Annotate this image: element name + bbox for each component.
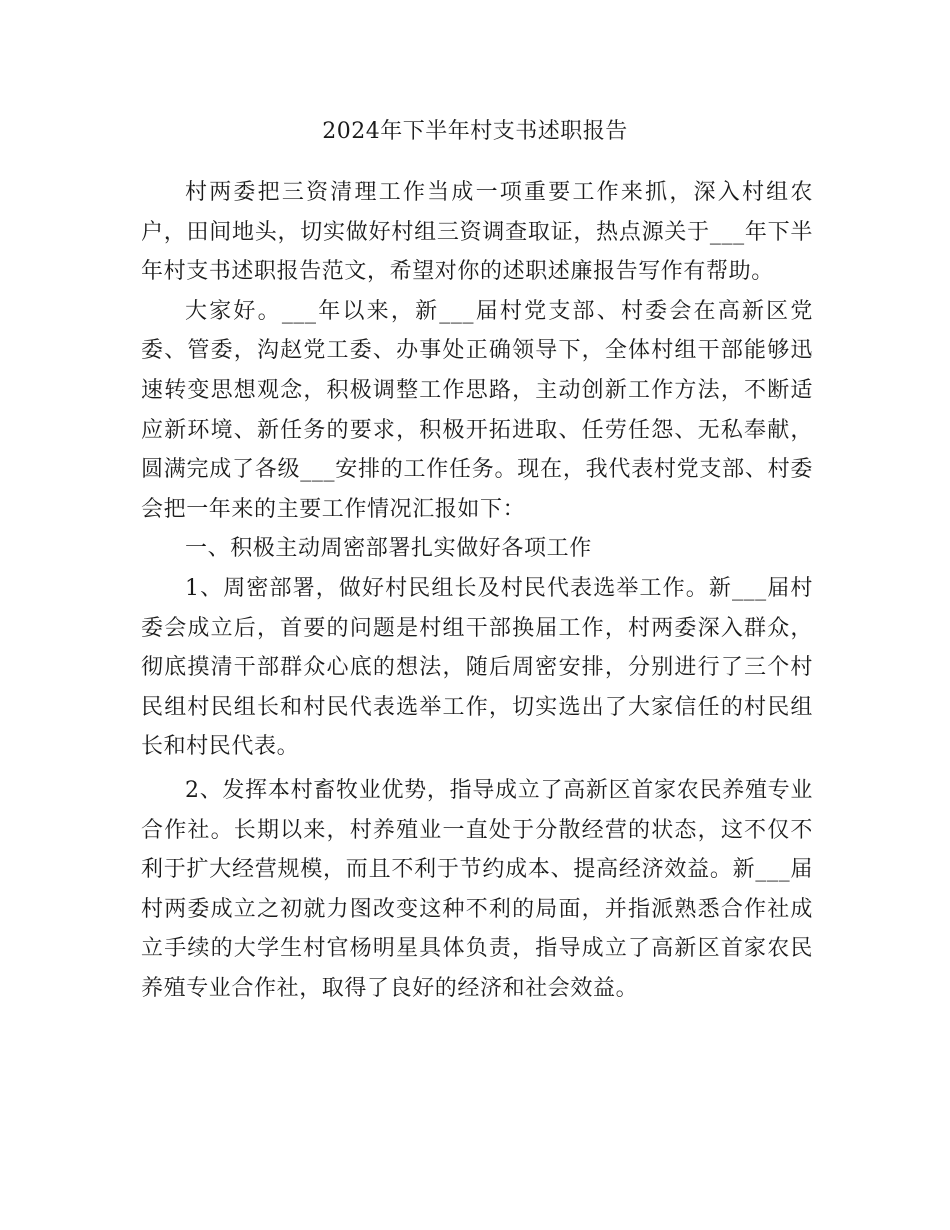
document-title: 2024年下半年村支书述职报告 (322, 119, 628, 144)
section-heading-1: 一、积极主动周密部署扎实做好各项工作 (185, 536, 592, 562)
paragraph-greeting: 大家好。___年以来，新___届村党支部、村委会在高新区党委、管委，沟赵党工委、办事处正确领导下，全体村组干部能够迅速转变思想观念，积极调整工作思路，主动创新工作方法，不断适应新环境、新任务的要求，积极开拓进取、任劳任怨、无私奉献，圆满完成了各级___安排的工作任务。现在，我代表村党支部、村委会把一年来的主要工作情况汇报如下： (141, 298, 813, 522)
paragraph-item-1: 1、周密部署，做好村民组长及村民代表选举工作。新___届村委会成立后，首要的问题是村组干部换届工作，村两委深入群众，彻底摸清干部群众心底的想法，随后周密安排，分别进行了三个村民组村民组长和村民代表选举工作，切实选出了大家信任的村民组长和村民代表。 (141, 575, 813, 760)
document-body (141, 173, 813, 1008)
paragraph-item-2: 2、发挥本村畜牧业优势，指导成立了高新区首家农民养殖专业合作社。长期以来，村养殖业一直处于分散经营的状态，这不仅不利于扩大经营规模，而且不利于节约成本、提高经济效益。新___届村两委成立之初就力图改变这种不利的局面，并指派熟悉合作社成立手续的大学生村官杨明星具体负责，指导成立了高新区首家农民养殖专业合作社，取得了良好的经济和社会效益。 (141, 777, 813, 1001)
paragraph-intro: 村两委把三资清理工作当成一项重要工作来抓，深入村组农户，田间地头，切实做好村组三资调查取证，热点源关于___年下半年村支书述职报告范文，希望对你的述职述廉报告写作有帮助。 (141, 180, 813, 285)
